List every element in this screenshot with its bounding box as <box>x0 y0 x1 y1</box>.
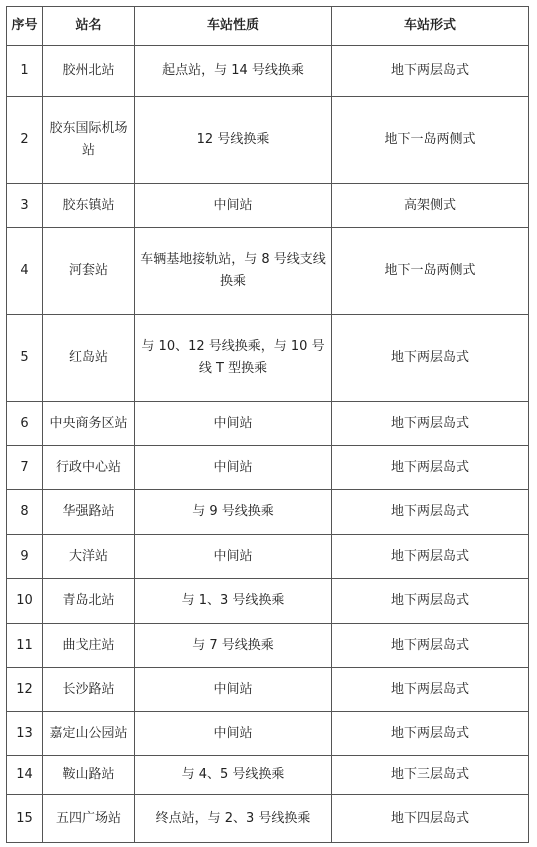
cell-name: 鞍山路站 <box>43 756 135 795</box>
cell-name: 五四广场站 <box>43 795 135 843</box>
cell-no: 3 <box>7 184 43 228</box>
cell-name: 华强路站 <box>43 490 135 535</box>
cell-name: 行政中心站 <box>43 446 135 490</box>
cell-name: 胶东国际机场站 <box>43 97 135 184</box>
table-row <box>7 97 529 184</box>
cell-name: 中央商务区站 <box>43 402 135 446</box>
table-row <box>7 228 529 315</box>
cell-name: 青岛北站 <box>43 579 135 624</box>
table-header-row <box>7 7 529 46</box>
table-row <box>7 795 529 843</box>
cell-no: 1 <box>7 46 43 97</box>
table-row <box>7 579 529 624</box>
cell-form: 地下一岛两侧式 <box>332 97 529 184</box>
cell-form: 地下一岛两侧式 <box>332 228 529 315</box>
cell-nature: 12 号线换乘 <box>135 97 332 184</box>
cell-nature: 中间站 <box>135 184 332 228</box>
cell-form: 地下两层岛式 <box>332 668 529 712</box>
cell-nature: 与 9 号线换乘 <box>135 490 332 535</box>
table-row <box>7 315 529 402</box>
header-nature: 车站性质 <box>135 7 332 46</box>
cell-form: 地下两层岛式 <box>332 624 529 668</box>
cell-no: 15 <box>7 795 43 843</box>
cell-name: 嘉定山公园站 <box>43 712 135 756</box>
cell-form: 高架侧式 <box>332 184 529 228</box>
cell-nature: 终点站，与 2、3 号线换乘 <box>135 795 332 843</box>
table-row <box>7 668 529 712</box>
cell-no: 14 <box>7 756 43 795</box>
cell-form: 地下两层岛式 <box>332 402 529 446</box>
cell-nature: 中间站 <box>135 668 332 712</box>
cell-name: 曲戈庄站 <box>43 624 135 668</box>
table-row <box>7 402 529 446</box>
cell-name: 大洋站 <box>43 535 135 579</box>
cell-no: 9 <box>7 535 43 579</box>
cell-nature: 与 7 号线换乘 <box>135 624 332 668</box>
cell-no: 12 <box>7 668 43 712</box>
header-name: 站名 <box>43 7 135 46</box>
cell-nature: 中间站 <box>135 535 332 579</box>
cell-nature: 中间站 <box>135 712 332 756</box>
cell-no: 11 <box>7 624 43 668</box>
cell-no: 6 <box>7 402 43 446</box>
cell-form: 地下两层岛式 <box>332 46 529 97</box>
cell-nature: 中间站 <box>135 402 332 446</box>
cell-name: 河套站 <box>43 228 135 315</box>
cell-no: 4 <box>7 228 43 315</box>
table-row <box>7 535 529 579</box>
cell-form: 地下两层岛式 <box>332 712 529 756</box>
cell-nature: 中间站 <box>135 446 332 490</box>
table-row <box>7 184 529 228</box>
cell-form: 地下两层岛式 <box>332 579 529 624</box>
cell-no: 7 <box>7 446 43 490</box>
cell-no: 10 <box>7 579 43 624</box>
table-row <box>7 46 529 97</box>
cell-nature: 车辆基地接轨站，与 8 号线支线换乘 <box>135 228 332 315</box>
cell-name: 胶州北站 <box>43 46 135 97</box>
table-row <box>7 624 529 668</box>
header-form: 车站形式 <box>332 7 529 46</box>
table-row <box>7 446 529 490</box>
cell-nature: 与 1、3 号线换乘 <box>135 579 332 624</box>
table-row <box>7 490 529 535</box>
station-table <box>6 6 529 843</box>
cell-no: 2 <box>7 97 43 184</box>
cell-form: 地下两层岛式 <box>332 315 529 402</box>
cell-name: 胶东镇站 <box>43 184 135 228</box>
cell-form: 地下两层岛式 <box>332 535 529 579</box>
cell-name: 长沙路站 <box>43 668 135 712</box>
cell-no: 5 <box>7 315 43 402</box>
header-no: 序号 <box>7 7 43 46</box>
cell-form: 地下三层岛式 <box>332 756 529 795</box>
cell-form: 地下两层岛式 <box>332 490 529 535</box>
table-row <box>7 756 529 795</box>
cell-nature: 与 4、5 号线换乘 <box>135 756 332 795</box>
cell-no: 13 <box>7 712 43 756</box>
cell-nature: 起点站，与 14 号线换乘 <box>135 46 332 97</box>
cell-form: 地下两层岛式 <box>332 446 529 490</box>
cell-no: 8 <box>7 490 43 535</box>
cell-name: 红岛站 <box>43 315 135 402</box>
cell-form: 地下四层岛式 <box>332 795 529 843</box>
table-row <box>7 712 529 756</box>
cell-nature: 与 10、12 号线换乘，与 10 号线 T 型换乘 <box>135 315 332 402</box>
